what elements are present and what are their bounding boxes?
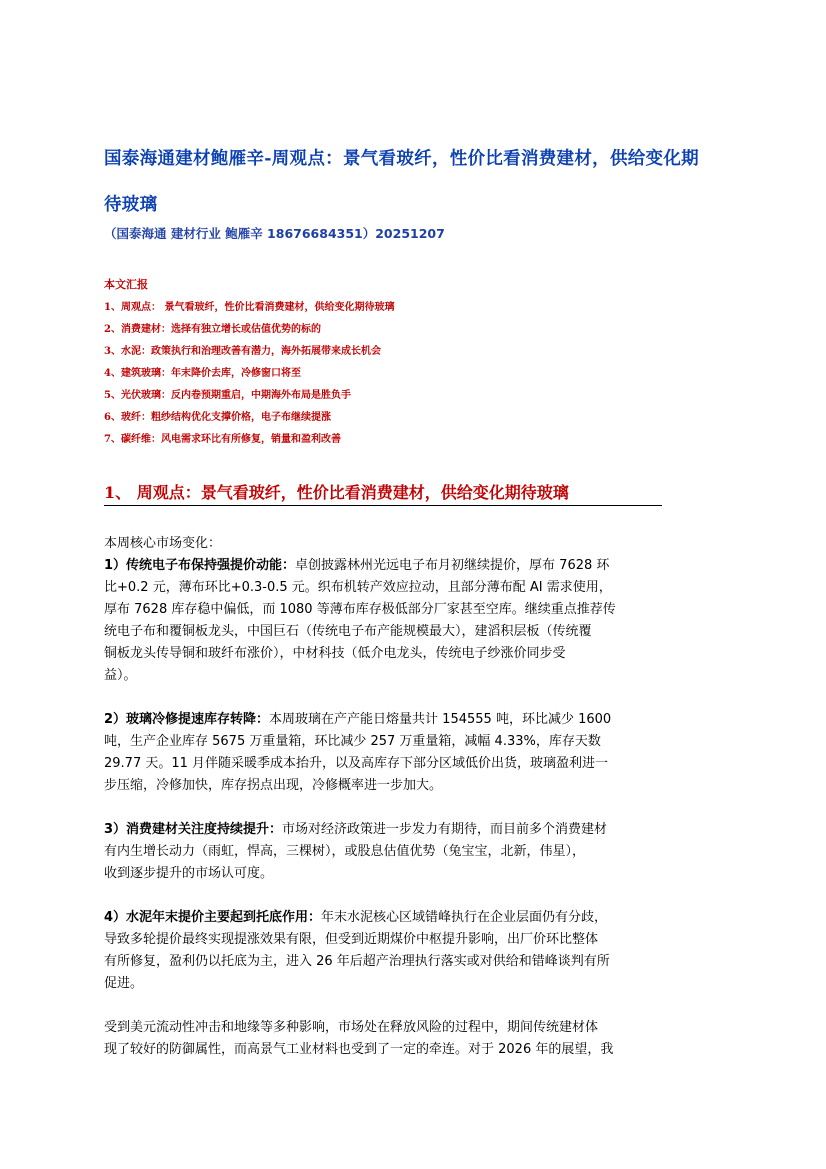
section-1-body (104, 533, 744, 1083)
body-line: 促进。 (104, 976, 144, 991)
paragraph-lead: 3）消费建材关注度持续提升： (104, 822, 283, 837)
body-line: 步压缩，冷修加快，库存拐点出现，冷修概率进一步加大。 (104, 778, 443, 793)
body-text: 市场对经济政策进一步发力有期待，而目前多个消费建材 (282, 822, 608, 837)
toc-item: 6、玻纤：粗纱结构优化支撑价格，电子布继续提涨 (104, 412, 331, 423)
toc-heading: 本文汇报 (104, 278, 148, 291)
toc-item: 5、光伏玻璃：反内卷预期重启，中期海外布局是胜负手 (104, 390, 351, 401)
body-line (104, 709, 744, 731)
paragraph-lead: 4）水泥年末提价主要起到托底作用： (104, 910, 322, 925)
body-line: 现了较好的防御属性，而高景气工业材料也受到了一定的牵连。对于 2026 年的展望，我 (104, 1042, 614, 1057)
report-title-line-1: 国泰海通建材鲍雁辛-周观点：景气看玻纤，性价比看消费建材，供给变化期 (104, 149, 699, 169)
body-line: 统电子布和覆铜板龙头，中国巨石（传统电子布产能规模最大），建滔积层板（传统覆 (104, 624, 592, 639)
body-line: 益）。 (104, 668, 137, 683)
toc-list (104, 297, 394, 451)
toc-item: 3、水泥：政策执行和治理改善有潜力，海外拓展带来成长机会 (104, 346, 381, 357)
body-line: 收到逐步提升的市场认可度。 (104, 866, 274, 881)
section-1-heading: 1、 周观点：景气看玻纤，性价比看消费建材，供给变化期待玻璃 (104, 483, 569, 502)
paragraph-2 (104, 709, 744, 797)
body-line: 铜板龙头传导铜和玻纤布涨价），中材科技（低介电龙头，传统电子纱涨价同步受 (104, 646, 566, 661)
body-text: 卓创披露林州光远电子布月初继续提价，厚布 7628 环 (295, 558, 610, 573)
toc-item: 7、碳纤维：风电需求环比有所修复，销量和盈利改善 (104, 434, 341, 445)
body-line: 吨，生产企业库存 5675 万重量箱，环比减少 257 万重量箱，减幅 4.33%，库存天数 (104, 734, 601, 749)
paragraph-lead: 2）玻璃冷修提速库存转降： (104, 712, 270, 727)
section-1-underline (104, 505, 662, 506)
body-line: 厚布 7628 库存稳中偏低，而 1080 等薄布库存极低部分厂家甚至空库。继续重点推荐传 (104, 602, 616, 617)
report-title (104, 136, 754, 228)
body-text: 年末水泥核心区域错峰执行在企业层面仍有分歧， (321, 910, 608, 925)
paragraph-4 (104, 907, 744, 995)
body-line (104, 555, 744, 577)
body-text: 本周玻璃在产产能日熔量共计 154555 吨，环比减少 1600 (269, 712, 612, 727)
body-line: 29.77 天。11 月伴随采暖季成本抬升，以及高库存下部分区域低价出货，玻璃盈利进一 (104, 756, 609, 771)
paragraph-1 (104, 555, 744, 687)
toc-item: 2、消费建材：选择有独立增长或估值优势的标的 (104, 324, 321, 335)
report-title-line-2: 待玻璃 (104, 195, 158, 215)
intro-paragraph (104, 533, 744, 555)
body-line (104, 907, 744, 929)
report-byline: （国泰海通 建材行业 鲍雁辛 18676684351）20251207 (104, 226, 445, 241)
body-line: 本周核心市场变化： (104, 536, 222, 551)
body-line: 比+0.2 元，薄布环比+0.3-0.5 元。织布机转产效应拉动，且部分薄布配 AI 需求使用， (104, 580, 612, 595)
body-line (104, 819, 744, 841)
toc-item: 4、建筑玻璃：年末降价去库，冷修窗口将至 (104, 368, 301, 379)
body-line: 有所修复，盈利仍以托底为主，进入 26 年后超产治理执行落实或对供给和错峰谈判有所 (104, 954, 610, 969)
body-line: 有内生增长动力（雨虹，悍高，三棵树），或股息估值优势（兔宝宝，北新，伟星）， (104, 844, 586, 859)
paragraph-lead: 1）传统电子布保持强提价动能： (104, 558, 296, 573)
body-line: 导致多轮提价最终实现提涨效果有限，但受到近期煤价中枢提升影响，出厂价环比整体 (104, 932, 599, 947)
toc-item: 1、周观点： 景气看玻纤，性价比看消费建材，供给变化期待玻璃 (104, 302, 395, 313)
paragraph-5 (104, 1017, 744, 1061)
body-line: 受到美元流动性冲击和地缘等多种影响，市场处在释放风险的过程中，期间传统建材体 (104, 1020, 599, 1035)
paragraph-3 (104, 819, 744, 885)
